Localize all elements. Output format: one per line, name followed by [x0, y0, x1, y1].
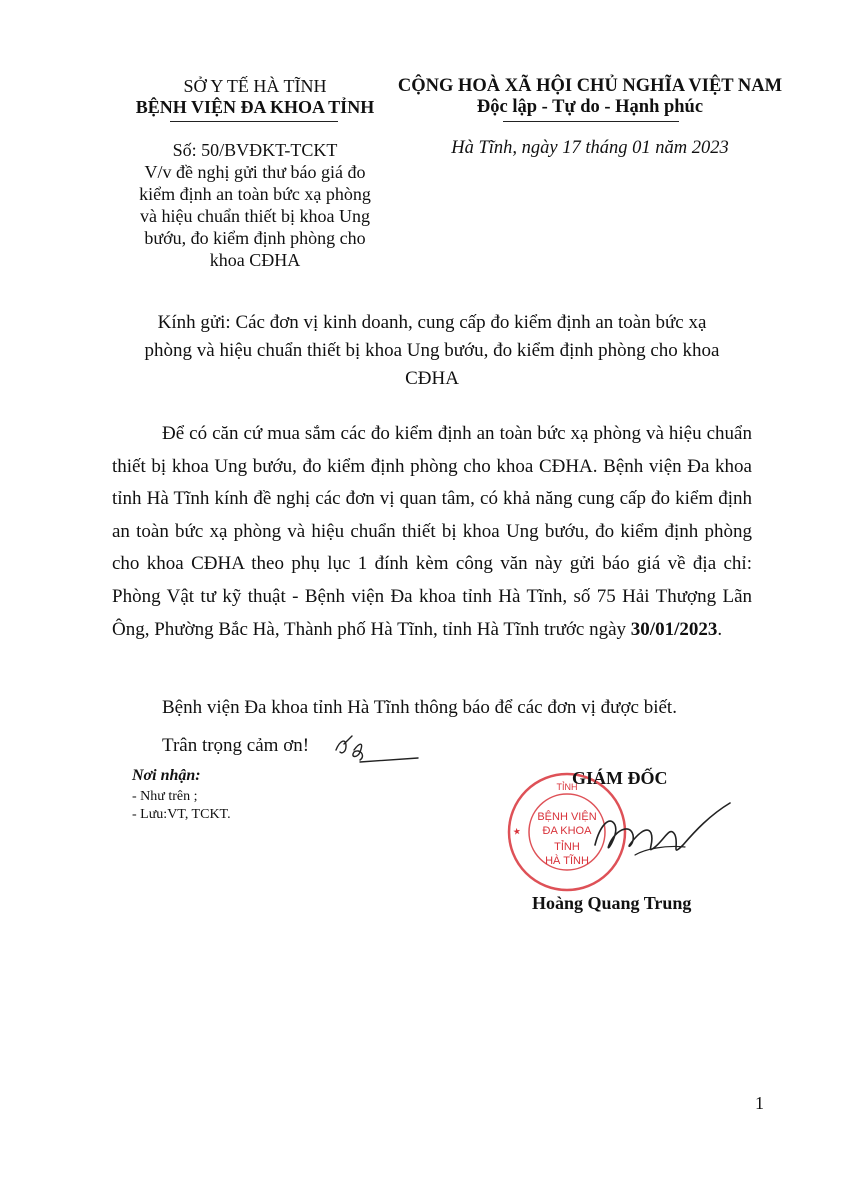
motto-underline [503, 121, 679, 122]
stamp-text: HÀ TĨNH [545, 855, 589, 867]
org-name: BỆNH VIỆN ĐA KHOA TỈNH [135, 97, 375, 117]
stamp-text: TỈNH [554, 841, 580, 853]
place-date: Hà Tĩnh, ngày 17 tháng 01 năm 2023 [451, 138, 729, 158]
doc-subject [115, 161, 395, 271]
signer-title: GIÁM ĐỐC [572, 768, 668, 788]
para1-end: . [717, 618, 723, 640]
subject-line: kiểm định an toàn bức xạ phòng [139, 184, 371, 204]
motto: Độc lập - Tự do - Hạnh phúc [476, 97, 704, 117]
stamp-text: TỈNH [556, 782, 578, 792]
subject-line: và hiệu chuẩn thiết bị khoa Ung [140, 206, 370, 226]
doc-number: Số: 50/BVĐKT-TCKT [172, 140, 338, 160]
stamp-text: ĐA KHOA [542, 825, 592, 837]
thanks-line: Trân trọng cảm ơn! [162, 735, 310, 756]
recipient-block [112, 309, 752, 393]
stamp-text: BỆNH VIỆN [537, 811, 597, 823]
recipients-label: Nơi nhận: [132, 767, 201, 784]
handwritten-signature [575, 795, 735, 875]
recipient-item: - Lưu:VT, TCKT. [132, 807, 231, 822]
initials-mark [330, 728, 420, 768]
recipient-item: - Như trên ; [132, 789, 198, 804]
subject-line: V/v đề nghị gửi thư báo giá đo [144, 162, 366, 182]
body-paragraph [112, 418, 752, 646]
recipient-line: phòng và hiệu chuẩn thiết bị khoa Ung bướu, đo kiểm định phòng cho khoa [144, 340, 720, 361]
signer-name: Hoàng Quang Trung [532, 893, 692, 913]
deadline-date: 30/01/2023 [630, 618, 718, 640]
org-underline [170, 121, 338, 122]
para1-text: Để có căn cứ mua sắm các đo kiểm định an toàn bức xạ phòng và hiệu chuẩn thiết bị khoa Ung bướu, đo kiểm định phòng cho khoa CĐHA. Bệnh viện Đa khoa tỉnh Hà Tĩnh kính đề nghị các đơn vị quan tâm, có khả năng cung cấp đo kiểm định an toàn bức xạ phòng và hiệu chuẩn thiết bị khoa Ung bướu, đo kiểm định phòng cho khoa CĐHA theo phụ lục 1 đính kèm công văn này gửi báo giá về địa chỉ: Phòng Vật tư kỹ thuật - Bệnh viện Đa khoa tỉnh Hà Tĩnh, số 75 Hải Thượng Lãn Ông, Phường Bắc Hà, Thành phố Hà Tĩnh, tỉnh Hà Tĩnh trước ngày [112, 423, 752, 640]
org-parent: SỞ Y TẾ HÀ TĨNH [183, 76, 327, 96]
page-number: 1 [755, 1093, 764, 1113]
subject-line: bướu, đo kiểm định phòng cho [144, 228, 366, 248]
recipient-line: Kính gửi: Các đơn vị kinh doanh, cung cấp đo kiểm định an toàn bức xạ [157, 312, 707, 333]
svg-text:★: ★ [511, 826, 523, 837]
subject-line: khoa CĐHA [209, 250, 301, 270]
notice-paragraph: Bệnh viện Đa khoa tỉnh Hà Tĩnh thông báo để các đơn vị được biết. [162, 697, 677, 718]
recipient-line: CĐHA [405, 368, 459, 389]
nation-title: CỘNG HOÀ XÃ HỘI CHỦ NGHĨA VIỆT NAM [397, 76, 783, 96]
